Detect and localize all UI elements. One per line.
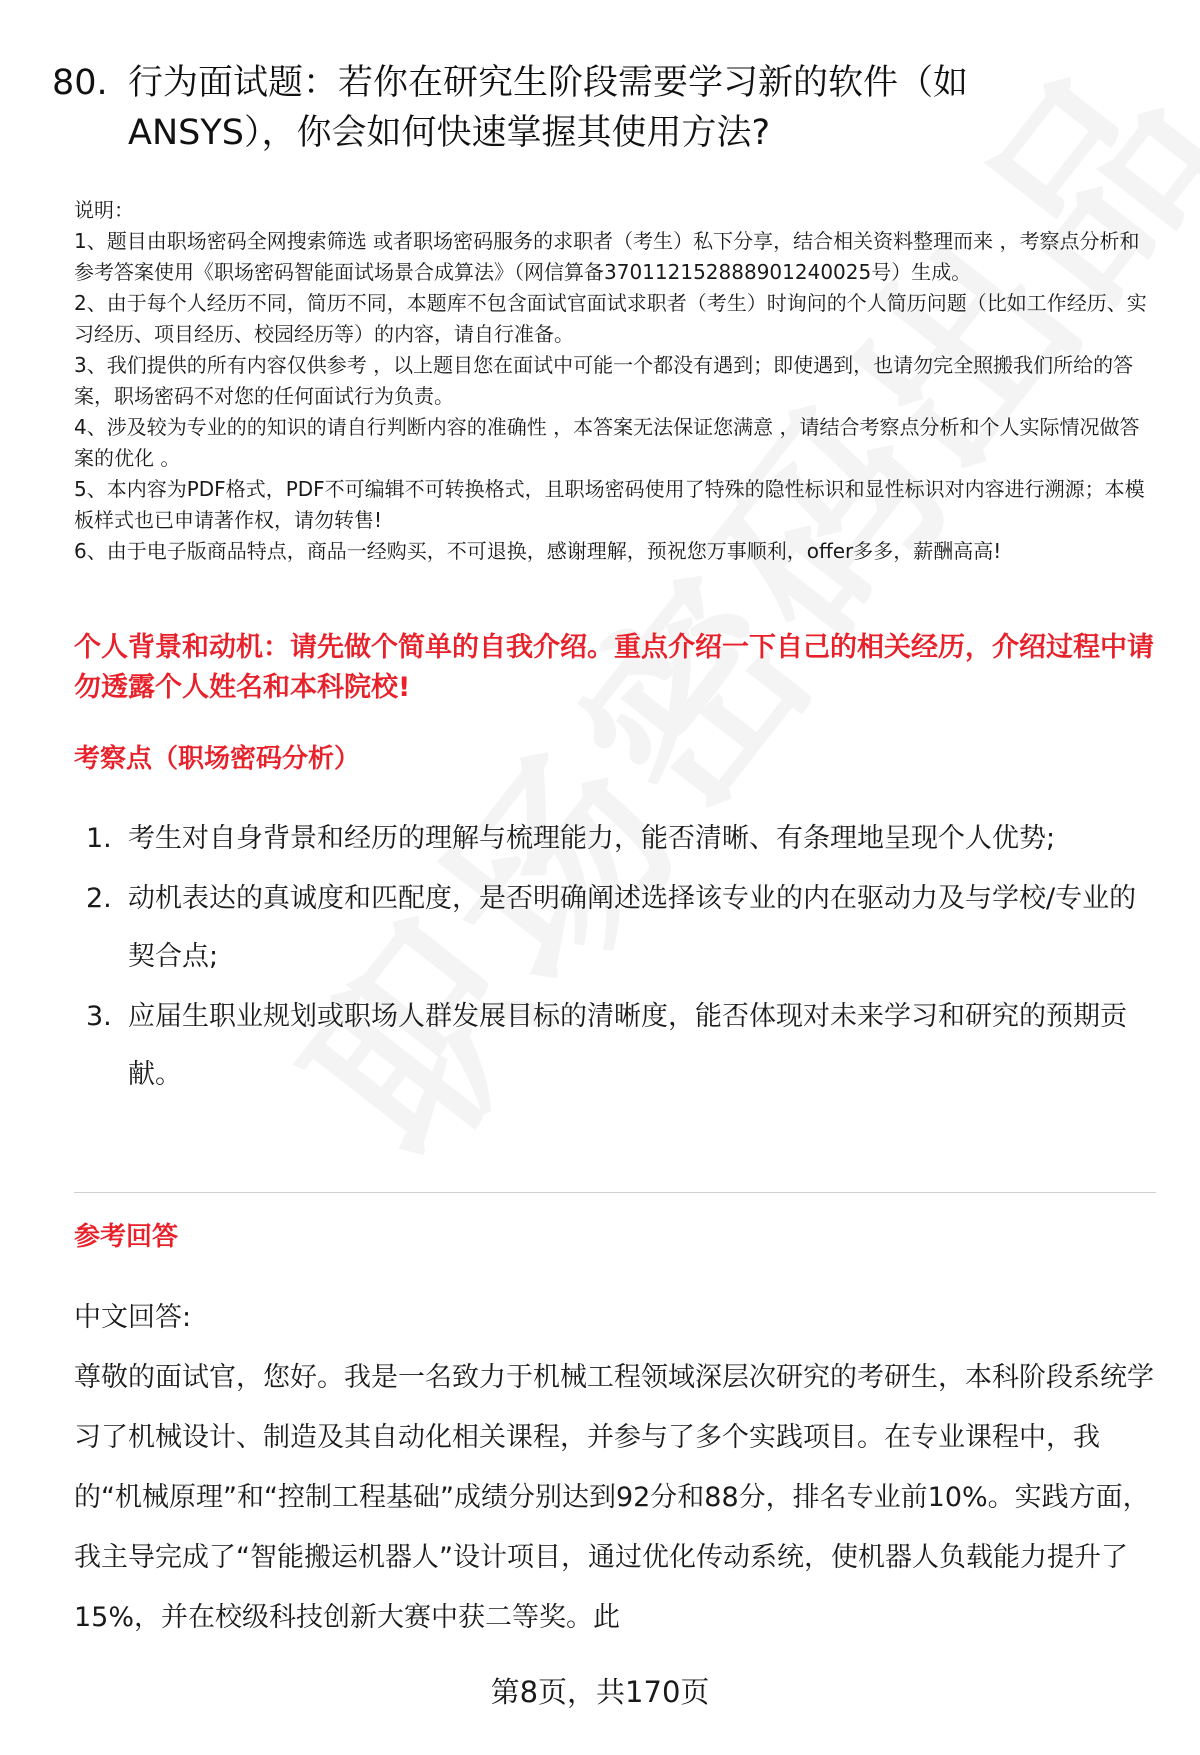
reference-answer [74, 1288, 1159, 1648]
list-item [74, 988, 1159, 1104]
reference-heading: 参考回答 [74, 1222, 179, 1252]
list-item-text: 应届生职业规划或职场人群发展目标的清晰度，能否体现对未来学习和研究的预期贡献。 [128, 1001, 1127, 1090]
list-item [74, 810, 1159, 868]
question-line-1: 行为面试题：若你在研究生阶段需要学习新的软件（如 [128, 63, 969, 103]
notes-heading: 说明： [74, 198, 134, 222]
section-divider [74, 1192, 1156, 1193]
list-item-text: 动机表达的真诚度和匹配度，是否明确阐述选择该专业的内在驱动力及与学校/专业的契合点; [128, 883, 1137, 972]
notes-section [74, 195, 1159, 567]
note-item: 1、题目由职场密码全网搜索筛选 或者职场密码服务的求职者（考生）私下分享，结合相关资料整理而来 ，考察点分析和参考答案使用《职场密码智能面试场景合成算法》（网信算备370112152888901240025号）生成。 [74, 229, 1140, 284]
list-item-text: 考生对自身背景和经历的理解与梳理能力，能否清晰、有条理地呈现个人优势; [128, 823, 1056, 854]
list-marker: 2. [86, 883, 112, 914]
list-marker: 1. [86, 823, 112, 854]
note-item: 6、由于电子版商品特点，商品一经购买，不可退换，感谢理解，预祝您万事顺利，offer多多，薪酬高高! [74, 539, 1002, 563]
question-number: 80. [52, 63, 108, 103]
analysis-heading: 考察点（职场密码分析） [74, 744, 361, 774]
page-footer: 第8页，共170页 [490, 1675, 710, 1709]
note-item: 5、本内容为PDF格式，PDF不可编辑不可转换格式，且职场密码使用了特殊的隐性标识和显性标识对内容进行溯源；本模板样式也已申请著作权，请勿转售! [74, 477, 1145, 532]
answer-body: 尊敬的面试官，您好。我是一名致力于机械工程领域深层次研究的考研生，本科阶段系统学习了机械设计、制造及其自动化相关课程，并参与了多个实践项目。在专业课程中，我的“机械原理”和“控制工程基础”成绩分别达到92分和88分，排名专业前10%。实践方面，我主导完成了“智能搬运机器人”设计项目，通过优化传动系统，使机器人负载能力提升了15%，并在校级科技创新大赛中获二等奖。此 [74, 1362, 1154, 1633]
note-item: 4、涉及较为专业的的知识的请自行判断内容的准确性 ，本答案无法保证您满意 ，请结合考察点分析和个人实际情况做答案的优化 。 [74, 415, 1140, 470]
list-marker: 3. [86, 1001, 112, 1032]
intro-prompt: 个人背景和动机：请先做个简单的自我介绍。重点介绍一下自己的相关经历，介绍过程中请勿透露个人姓名和本科院校! [74, 632, 1154, 703]
question-title [52, 58, 1152, 158]
question-line-2: ANSYS），你会如何快速掌握其使用方法? [128, 113, 771, 153]
list-item [74, 870, 1159, 986]
note-item: 2、由于每个人经历不同，简历不同，本题库不包含面试官面试求职者（考生）时询问的个人简历问题（比如工作经历、实习经历、项目经历、校园经历等）的内容，请自行准备。 [74, 291, 1147, 346]
analysis-points [74, 810, 1159, 1106]
note-item: 3、我们提供的所有内容仅供参考 ，以上题目您在面试中可能一个都没有遇到；即使遇到，也请勿完全照搬我们所给的答案，职场密码不对您的任何面试行为负责。 [74, 353, 1134, 408]
answer-label: 中文回答: [74, 1302, 192, 1333]
